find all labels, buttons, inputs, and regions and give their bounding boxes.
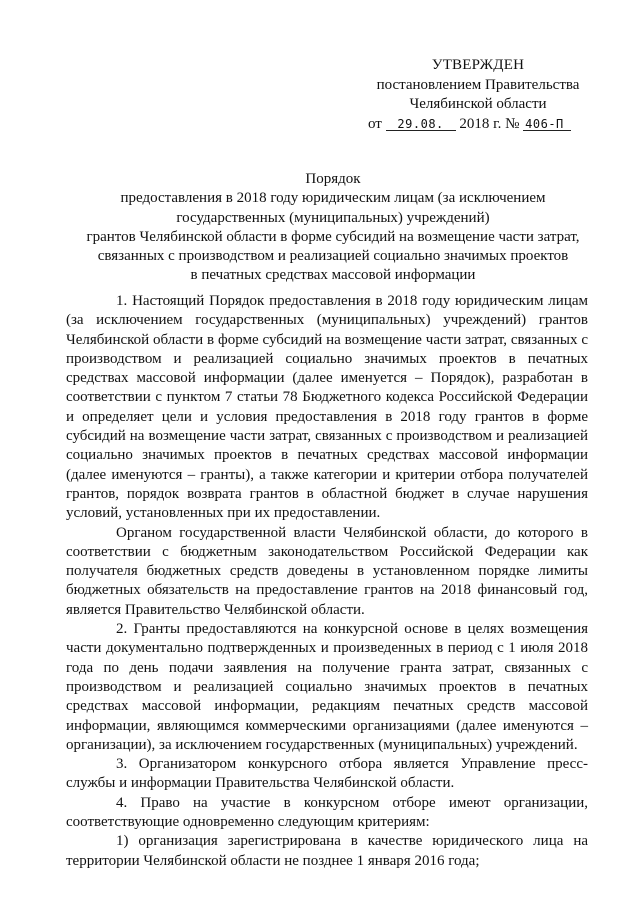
- approval-line-1: постановлением Правительства: [376, 76, 580, 93]
- date-prefix: от: [368, 115, 382, 132]
- paragraph-4: 4. Право на участие в конкурсном отборе имеют организации, соответствующие одновременно следующим критериям:: [66, 794, 588, 831]
- title-line: в печатных средствах массовой информации: [190, 267, 476, 284]
- approval-line-2: Челябинской области: [409, 96, 547, 112]
- document-title: [78, 170, 588, 286]
- title-line: предоставления в 2018 году юридическим лицам (за исключением: [120, 190, 546, 207]
- approval-date: 29.08.: [386, 118, 456, 131]
- paragraph-authority: Органом государственной власти Челябинской области, до которого в соответствии с бюджетным законодательством Российской Федерации как получателя бюджетных средств доведены в установленном порядке лимиты бюджетных обязательств на предоставление грантов на 2018 финансовый год, является Правительство Челябинской области.: [66, 524, 588, 618]
- paragraph-3: 3. Организатором конкурсного отбора является Управление пресс-службы и информации Правительства Челябинской области.: [66, 756, 588, 792]
- approval-stamp: [368, 56, 588, 134]
- paragraph-2: 2. Гранты предоставляются на конкурсной основе в целях возмещения части документально подтвержденных и произведенных в период с 1 июля 2018 года по день подачи заявления на получение гранта затрат, связанных с производством и реализацией социально значимых проектов в печатных средствах массовой информации, редакциям печатных средств массовой информации, являющимся коммерческими организациями (далее именуются – организации), за исключением государственных (муниципальных) учреждений.: [66, 621, 588, 753]
- approval-date-line: [368, 115, 588, 135]
- title-line: связанных с производством и реализацией социально значимых проектов: [97, 248, 569, 265]
- year-text: 2018 г. №: [459, 115, 520, 132]
- paragraph-4-1: 1) организация зарегистрирована в качестве юридического лица на территории Челябинской области не позднее 1 января 2016 года;: [66, 833, 588, 869]
- title-line: Порядок: [305, 171, 361, 187]
- title-line: грантов Челябинской области в форме субсидий на возмещение части затрат,: [86, 228, 580, 245]
- approval-number: 406-П: [523, 118, 571, 131]
- document-body: [66, 292, 588, 871]
- approval-heading: УТВЕРЖДЕН: [431, 57, 525, 73]
- title-line: государственных (муниципальных) учреждений): [176, 209, 490, 226]
- paragraph-1: 1. Настоящий Порядок предоставления в 2018 году юридическим лицам (за исключением государственных (муниципальных) учреждений) грантов Челябинской области в форме субсидий на возмещение части затрат, связанных с производством и реализацией социально значимых проектов в печатных средствах массовой информации (далее именуется – Порядок), разработан в соответствии с пунктом 7 статьи 78 Бюджетного кодекса Российской Федерации и определяет цели и условия предоставления в 2018 году грантов в форме субсидий на возмещение части затрат, связанных с производством и реализацией социально значимых проектов в печатных средствах массовой информации (далее именуются – гранты), а также категории и критерии отбора получателей грантов, порядок возврата грантов в областной бюджет в случае нарушения условий, установленных при их предоставлении.: [66, 293, 588, 522]
